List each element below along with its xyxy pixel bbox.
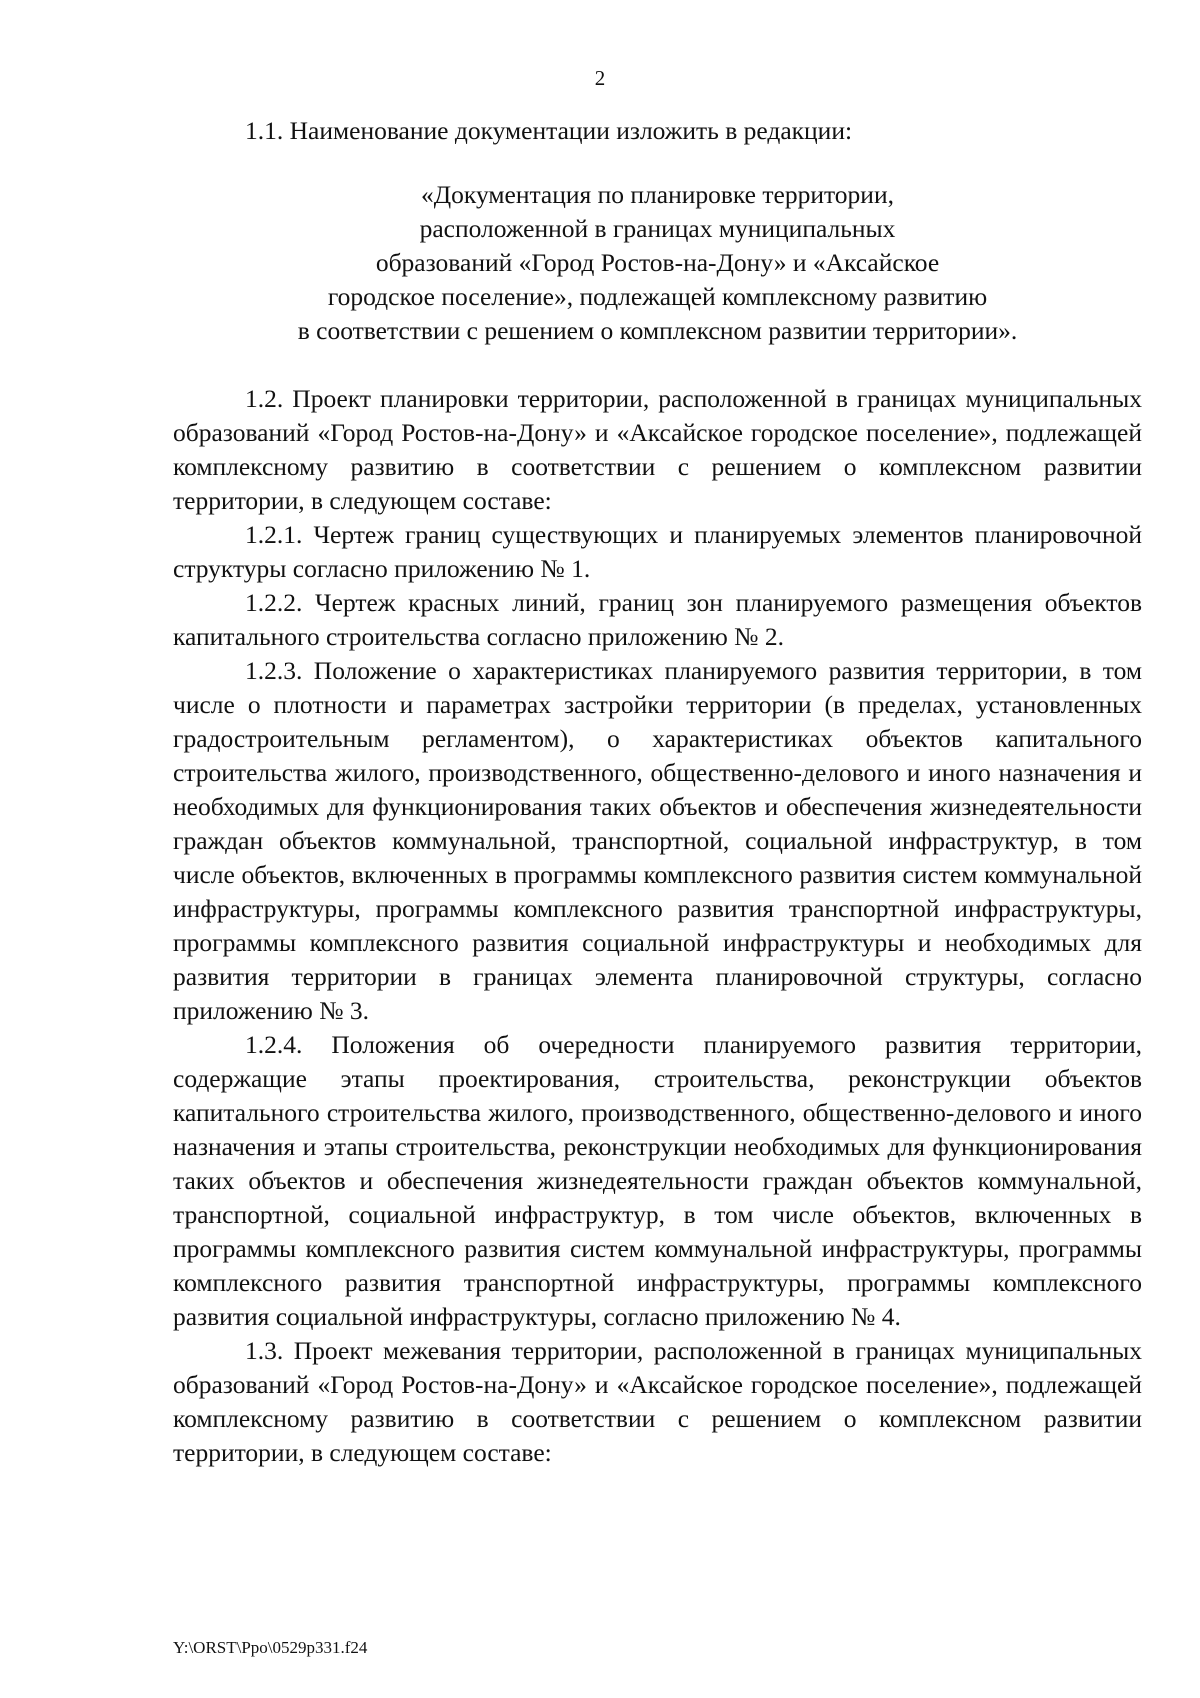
title-line: городское поселение», подлежащей комплексному развитию — [327, 282, 988, 311]
item-1-2-2: 1.2.2. Чертеж красных линий, границ зон планируемого размещения объектов капитального строительства согласно приложению № 2. — [173, 588, 1142, 651]
item-1-1: 1.1. Наименование документации изложить в редакции: — [245, 116, 853, 145]
file-path-footer: Y:\ORST\Ppo\0529p331.f24 — [173, 1638, 368, 1657]
title-line: «Документация по планировке территории, — [421, 180, 894, 209]
item-1-2: 1.2. Проект планировки территории, расположенной в границах муниципальных образований «Город Ростов-на-Дону» и «Аксайское городское поселение», подлежащей комплексному развитию в соответствии с решением о комплексном развитии территории, в следующем составе: — [173, 384, 1142, 515]
item-1-2-1: 1.2.1. Чертеж границ существующих и планируемых элементов планировочной структуры согласно приложению № 1. — [173, 520, 1142, 583]
documentation-title-block — [173, 178, 1142, 348]
title-line: образований «Город Ростов-на-Дону» и «Аксайское — [375, 248, 940, 277]
item-1-3: 1.3. Проект межевания территории, расположенной в границах муниципальных образований «Город Ростов-на-Дону» и «Аксайское городское поселение», подлежащей комплексному развитию в соответствии с решением о комплексном развитии территории, в следующем составе: — [173, 1336, 1142, 1467]
title-line: в соответствии с решением о комплексном развитии территории». — [297, 316, 1018, 345]
document-body — [173, 114, 1142, 1470]
item-1-2-3: 1.2.3. Положение о характеристиках планируемого развития территории, в том числе о плотности и параметрах застройки территории (в пределах, установленных градостроительным регламентом), о характеристиках объектов капитального строительства жилого, производственного, общественно-делового и иного назначения и необходимых для функционирования таких объектов и обеспечения жизнедеятельности граждан объектов коммунальной, транспортной, социальной инфраструктур, в том числе объектов, включенных в программы комплексного развития систем коммунальной инфраструктуры, программы комплексного развития транспортной инфраструктуры, программы комплексного развития социальной инфраструктуры и необходимых для развития территории в границах элемента планировочной структуры, согласно приложению № 3. — [173, 656, 1142, 1025]
item-1-2-4: 1.2.4. Положения об очередности планируемого развития территории, содержащие этапы проектирования, строительства, реконструкции объектов капитального строительства жилого, производственного, общественно-делового и иного назначения и этапы строительства, реконструкции необходимых для функционирования таких объектов и обеспечения жизнедеятельности граждан объектов коммунальной, транспортной, социальной инфраструктур, в том числе объектов, включенных в программы комплексного развития систем коммунальной инфраструктуры, программы комплексного развития транспортной инфраструктуры, программы комплексного развития социальной инфраструктуры, согласно приложению № 4. — [173, 1030, 1142, 1331]
page-number: 2 — [594, 66, 606, 90]
title-line: расположенной в границах муниципальных — [419, 214, 896, 243]
